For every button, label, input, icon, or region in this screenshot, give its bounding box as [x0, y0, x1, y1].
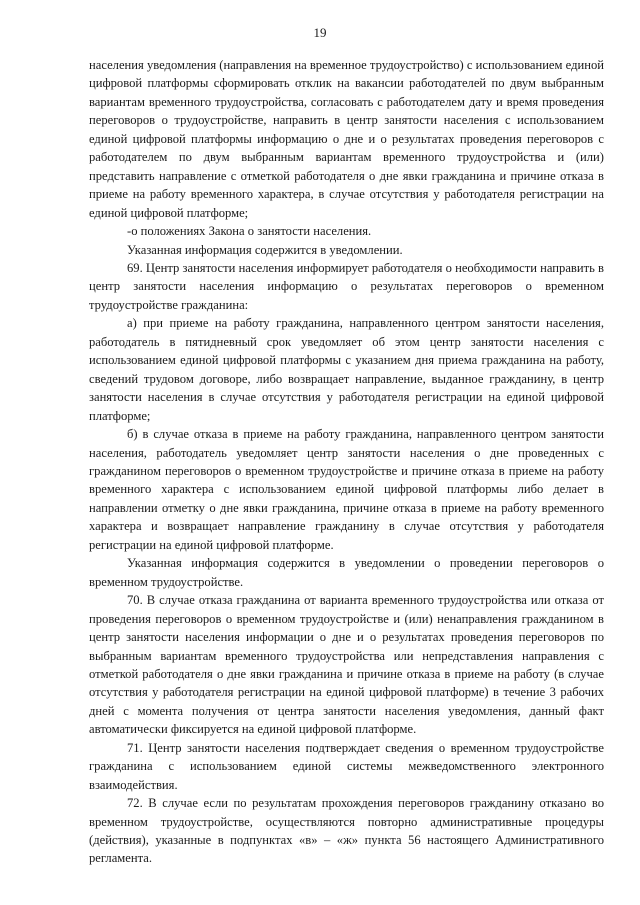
- paragraph: 70. В случае отказа гражданина от варианта временного трудоустройства или отказа от проведения переговоров о временном трудоустройстве и (или) ненаправления гражданином в центр занятости населения информации о дне и о результатах проведения переговоров по выбранным вариантам временного трудоустройства или непредставления направления с отметкой работодателя о дне явки гражданина и причине отказа в приеме на работу (в случае отсутствия у работодателя регистрации на единой цифровой платформе) в течение 3 рабочих дней с момента получения от центра занятости населения уведомления, данный факт автоматически фиксируется на единой цифровой платформе.: [89, 593, 604, 737]
- page-number: 19: [313, 25, 327, 40]
- paragraph: б) в случае отказа в приеме на работу гражданина, направленного центром занятости населения, работодатель уведомляет центр занятости населения о дне проведенных с гражданином переговоров о временном трудоустройстве и причине отказа в приеме на работу временного характера с использованием единой цифровой платформы либо делает в направлении отметку о дне явки гражданина, причине отказа в приеме на работу временного характера и возвращает направление гражданину в случае отсутствия у работодателя регистрации на единой цифровой платформе.: [89, 427, 604, 552]
- paragraph: а) при приеме на работу гражданина, направленного центром занятости населения, работодатель в пятидневный срок уведомляет об этом центр занятости населения с использованием единой цифровой платформы с указанием дня приема гражданина на работу, сведений трудовом договоре, либо возвращает направление, выданное гражданину, в центр занятости населения в случае отсутствия у работодателя регистрации на единой цифровой платформе;: [89, 316, 604, 423]
- paragraph: -о положениях Закона о занятости населения.: [127, 224, 372, 239]
- paragraph: 71. Центр занятости населения подтверждает сведения о временном трудоустройстве гражданина с использованием единой системы межведомственного электронного взаимодействия.: [89, 740, 604, 792]
- paragraph: 72. В случае если по результатам прохождения переговоров гражданину отказано во временном трудоустройстве, осуществляются повторно административные процедуры (действия), указанные в подпунктах «в» – «ж» пункта 56 настоящего Административного регламента.: [89, 796, 604, 866]
- paragraph: Указанная информация содержится в уведомлении.: [127, 242, 403, 257]
- paragraph: 69. Центр занятости населения информирует работодателя о необходимости направить в центр занятости населения информацию о результатах переговоров о временном трудоустройстве гражданина:: [89, 260, 604, 312]
- document-body: [89, 56, 604, 868]
- paragraph: населения уведомления (направления на временное трудоустройство) с использованием единой цифровой платформы сформировать отклик на вакансии работодателей по двум выбранным вариантам временного трудоустройства, согласовать с работодателем дату и время проведения переговоров о трудоустройстве, направить в центр занятости населения с использованием единой цифровой платформы информацию о дне и о результатах проведения переговоров с работодателем по двум выбранным вариантам временного трудоустройства и (или) представить направление с отметкой работодателя о дне явки гражданина и причине отказа в приеме на работу временного характера, в случае отсутствия у работодателя регистрации на единой цифровой платформе;: [89, 58, 604, 220]
- paragraph: Указанная информация содержится в уведомлении о проведении переговоров о временном трудоустройстве.: [89, 556, 604, 589]
